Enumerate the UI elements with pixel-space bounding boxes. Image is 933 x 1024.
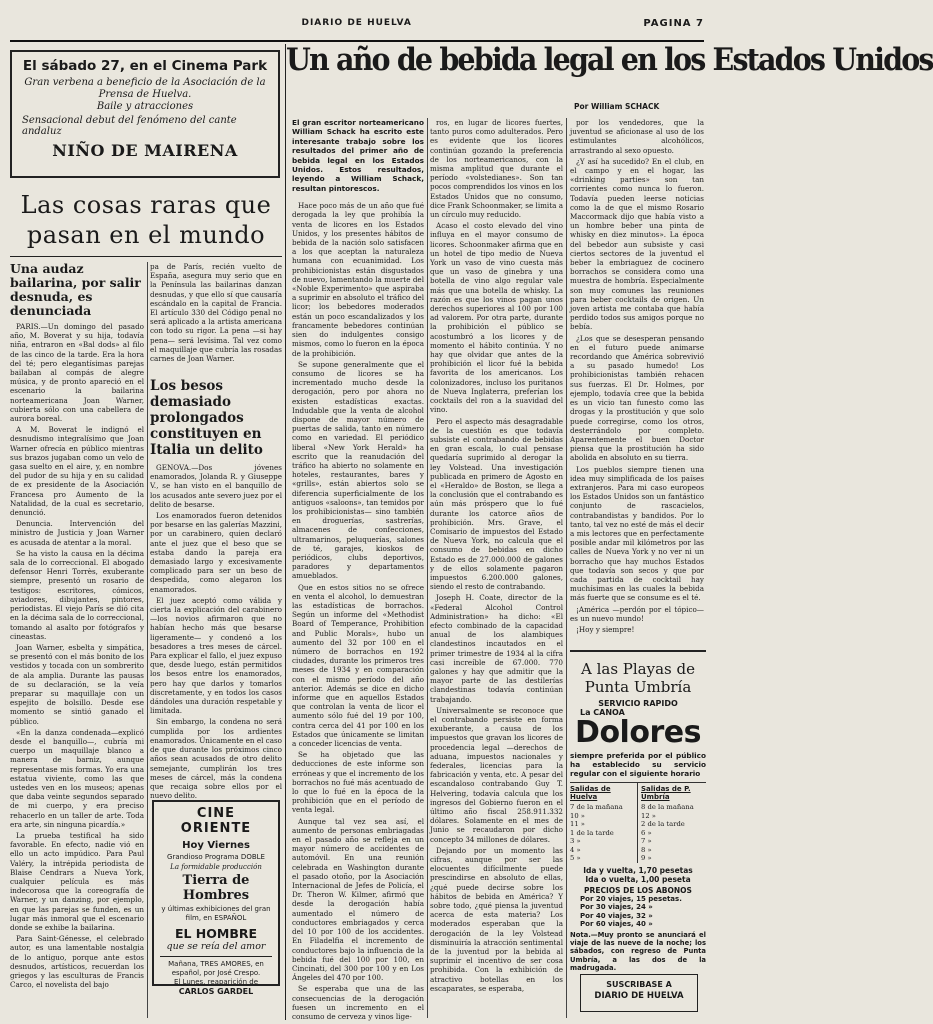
main-article-title: Un año de bebida legal en los Estados Unidos [286, 42, 933, 78]
article-besos-title: Los besos demasiado prolongados constituyen en Italia un delito [150, 378, 263, 458]
cinema-park-artist: NIÑO DE MAIRENA [52, 141, 238, 160]
main-article-col-3 [570, 118, 704, 638]
main-article-col-1 [292, 118, 424, 1021]
cinema-park-debut: Sensacional debut del fenómeno del cante andaluz [22, 115, 237, 137]
page-number: PAGINA 7 [643, 17, 704, 29]
dolores-desc: siempre preferida por el público ha establecido su servicio regular con el siguiente horario [570, 751, 706, 778]
dolores-abonos-list: Por 20 viajes, 15 pesetas. Por 30 viajes, 24 » Por 40 viajes, 32 » Por 60 viajes, 40 » [580, 894, 682, 928]
subscribe-box [580, 974, 698, 1012]
dolores-line1: A las Playas de [580, 660, 695, 678]
article-bailarina [10, 262, 144, 1018]
dolores-nota: Nota.—Muy pronto se anunciará el viaje de las nueve de la noche; los sábados, con regreso de Punta Umbría, a las dos de la madrugada. [570, 930, 706, 973]
dolores-fare-roundtrip: Ida y vuelta, 1,70 pesetas [583, 865, 693, 875]
newspaper-name: DIARIO DE HUELVA [301, 18, 412, 28]
page-header [10, 6, 704, 42]
cinema-park-verbena: Gran verbena a beneficio de la Asociación de la Prensa de Huelva. [24, 77, 266, 100]
subscribe-line2: DIARIO DE HUELVA [594, 991, 684, 1001]
cine-oriente-name: CINE ORIENTE [180, 806, 252, 836]
cine-oriente-star: CARLOS GARDEL [178, 987, 254, 996]
dolores-schedule [570, 782, 706, 863]
main-article-col-2-body: ros, en lugar de licores fuertes, tanto puros como adulterados. Pero es evidente que los licores continúan gozando la preferencia de los norteamericanos, con la misma amplitud que durante el período «volstedianes». Son tan pocos comprendidos los vinos en los Estados Unidos que no consumo, dice Frank Schoonmaker, se limita a un círculo muy reducido. Acaso el costo elevado del vino influya en el mayor consumo de licores. Schoonmaker afirma que en un hotel de tipo medio de Nueva York un vaso de vino cuesta más que un vaso de ginebra y una botella de vino algo regular vale más que una botella de whisky. La razón es que los vinos pagan unos derechos superiores al 100 por 100 ad valorem. Por otra parte, durante la prohibición el público se acostumbró a los licores y de momento el hábito continúa. Y no hay que olvidar que antes de la prohibición el licor fué la bebida favorita de los americanos. Los colonizadores, incluso los puritanos de Nueva Inglaterra, preferían los cocktails del ron a la suavidad del vino. Pero el aspecto más desagradable de la cuestión es que todavía subsiste el contrabando de bebidas en gran escala, lo cual pensase quedaría suprimido al derogar la ley Volstead. Una investigación publicada en primero de Agosto en el «Heraldo» de Boston, se llega a la conclusión que el contrabando es aún más próspero que lo fué durante los catorce años de prohibición. Mrs. Grave, el Comisario de impuestos del Estado de Nueva York, no calcula que el consumo de bebidas en dicho Estado es de 27.000.000 de galones y de ellos solamente pagaron impuestos 6.200.000 galones, siendo el resto de contrabando. Joseph H. Coate, director de la «Federal Alcohol Control Administration» ha dicho: «El efecto combinado de la capacidad anual de los alambiques clandestinos incautados en el primer trimestre de 1934 al la cifra casi increíble de 67.000. 770 galones y hay que admitir que la mayor parte de las destilerías clandestinas todavía continúan trabajando. Universalmente se reconoce que el contrabando persiste en forma exuberante, a causa de los impuestos que gravan los licores de procedencia legal —derechos de aduana, impuestos nacionales y federales, licencias para la fabricación y venta, etc. A pesar del escandaloso contrabando Guy T. Helvering, todavía calcula que los ingresos del Gobierno fueron en el último año fiscal 258.911.332 dólares. Solamente en el mes de Junio se recaudaron por dicho concepto 34 millones de dólares. Dejando por un momento las cifras, aunque por ser las elocuentes difícilmente puede prescindirse en absoluto de ellas, ¿qué puede decirse sobre los hábitos de bebida en América? Y sobre todo, ¿qué piensa la juventud acerca de esta materia? Los moderados esperaban que la derogación de la ley Volstead disminuiría la atracción sentimental de la juventud por la bebida al suprimir el incentivo de ser cosa prohibida. Con la exhibición de atractivo botellas en los escaparates, se esperaba, [430, 118, 563, 993]
cinema-park-date: El sábado 27, en el Cinema Park [22, 58, 268, 74]
cine-oriente-film2: EL HOMBRE [174, 926, 258, 941]
article-besos-body: GENOVA.—Dos jóvenes enamorados, Jolanda R. y Giuseppe V., se han visto en el banquillo de los acusados ante severo juez por el delito de besarse. Los enamorados fueron detenidos por besarse en las galerías Mazzini, por un carabinero, quien declaró ante el juez que el beso que se estaba dando la pareja era demasiado largo y excesivamente complicado para ser un beso de despedida, como alegaron los enamorados. El juez aceptó como válida y cierta la explicación del carabinero —los novios afirmaron que no habían hecho más que besarse ligeramente— y condenó a los besadores a tres meses de cárcel. Para explicar el fallo, el juez expuso que, desde luego, están permitidos los besos entre los enamorados, pero hay que darlos y tomarlos discretamente, y en todos los casos dándoles una duración respetable y limitada. Sin embargo, la condena no será cumplida por los ardientes enamorados. Únicamente en el caso de que durante los próximos cinco años sean acusados de otro delito semejante, cumplirán los tres meses de cárcel, más la condena que recaiga sobre ellos por el nuevo delito. [150, 463, 282, 801]
cinema-park-ad [10, 50, 280, 178]
dolores-service: SERVICIO RAPIDO [598, 699, 678, 708]
cine-oriente-production: La formidable producción [170, 863, 262, 871]
cine-oriente-day: Hoy Viernes [182, 840, 250, 851]
dolores-ad [570, 650, 706, 973]
cinema-park-baile: Baile y atracciones [96, 101, 194, 112]
cine-oriente-coming: El Lunes, reaparición de [173, 978, 258, 986]
cine-oriente-ad [152, 800, 280, 996]
main-article-byline: Por William SCHACK [574, 102, 660, 111]
main-article-col-3-body: por los vendedores, que la juventud se aficionase al uso de los estimulantes alcohólicos, arrastrando al sexo opuesto. ¿Y así ha sucedido? En el club, en el campo y en el hogar, las «drinking parties» son tan corrientes como nunca lo fueron. Todavía pueden leerse noticias como la de que el mismo Rosario Maccormack dijo que había visto a un hombre beber una pinta de whisky en diez minutos». La época del bebedor aun subsiste y casi ciertos sectores de la juventud el beber la embriaguez de cocinero borrachos se considera como una muestra de hombría. Especialmente son muy comunes las reuniones para beber cocktails de origen. Un joven artista me contaba que había perdido todos sus amigos porque no bebía. ¿Los que se desesperan pensando en el futuro puede animarse recordando que América sobrevivió a su pasado humedo! Los prohibicionistas también rehacen sus fuerzas. El Dr. Holmes, por ejemplo, todavía cree que la bebida es un vicio tan funesto como las drogas y la prostitución y que solo puede corregirse, como los otros, desterrándolo por completo. Aparentemente el buen Doctor piensa que la prostitución ha sido abolida en absoluto en su tierra. Los pueblos siempre tienen una idea muy simplificada de los países extranjeros. Para mi caso europeos los Estados Unidos son un fantástico conjunto de rascacielos, contrabandistas y bandidos. Por lo tanto, tal vez no esté de más el decir a mis lectores que en perfectamente posible andar mil kilómetros por las calles de Nueva York y no ver ni un borracho que hay muchos Estados que todavía son secos y que por cada partida de cocktail hay muchísimas en las cuales la bebida más fuerte que se consume es el té. ¡América —perdón por el tópico— es un nuevo mundo! ¡Hoy y siempre! [570, 118, 705, 634]
dolores-boat-prefix: La CANOA [580, 708, 625, 717]
cine-oriente-program: Grandioso Programa DOBLE [167, 853, 265, 861]
dolores-line2: Punta Umbría [584, 678, 692, 696]
schedule-huelva-list: 7 de la mañana 10 » 11 » 1 de la tarde 3 » 4 » 5 » [570, 803, 623, 862]
section-title: Las cosas raras que pasan en el mundo [20, 191, 272, 249]
cine-oriente-film1: Tierra de Hombres [182, 873, 250, 903]
subscribe-line1: SUSCRIBASE A [606, 980, 672, 989]
main-article-col-1-body: Hace poco más de un año que fué derogada la ley que prohibía la venta de licores en los Estados Unidos, y los presentes hábitos de bebida de la nación solo satisfacen a los que aceptan la naturaleza humana con ecuanimidad. Los prohibicionistas están disgustados de nuevo, lamentando la muerte del «Noble Experimento» que aspiraba a suprimir en absoluto el tráfico del licor; los bebedores moderados están un poco escandalizados y los francamente bebedores continúan sien do indulgentes consigo mismos, como lo fueron en la época de la prohibición. Se supone generalmente que el consumo de licores se ha incrementado mucho desde la derogación, pero por ahora no existen estadísticas exactas. Indudable que la venta de alcohol dispone de mayor número de puertas de salida, tanto en número como en variedad. El periódico liberal «New York Herald» ha escrito que la reanudación del tráfico ha abierto no solamente en hoteles, restaurantes, bares y «grills», están abiertos solo se diferencia superficialmente de los antiguos «saloons», tan temidos por los prohibicionistas— sino también en droguerías, sastrerías, almacenes de confecciones, ultramarinos, peluquerías, salones de té, garajes, kioskos de periódicos, clubs deportivos, paradores y departamentos amueblados. Que en estos sitios no se ofrece en venta el alcohol, lo demuestran las estadísticas de borrachos. Según un informe del «Methodist Board of Temperance, Prohibition and Public Morals», hubo un aumento del 32 por 100 en el número de borrachos en 192 ciudades, durante los primeros tres meses de 1934 y en comparación con el mismo período del año anterior. Además se dice en dicho informe que en aquellos Estados que controlan la venta de licor el aumento sólo fué del 19 por 100, contra cerca del 41 por 100 en los Estados que únicamente se limitan a conceder licencias de venta. Se ha objetado que las deducciones de este informe son erróneas y que el incremento de los borrachos no fué más acentuado de lo que lo fué en la época de la prohibición que en el período de venta legal. Aunque tal vez sea así, el aumento de personas embriagadas en el pasado año se refleja en un mayor número de accidentes de automóvil. En una reunión celebrada en Washington durante el pasado otoño, por la Asociación Internacional de Jefes de Policía, el Dr. Theron W. Kilmer, afirmó que desde la derogación había aumentado el número de conductores embriagados y cerca del 10 por 100 de los accidentes. En Filadelfia el incremento de conductores bajo la influencia de la bebida fué del 100 por 100, en Cincinati, del 300 por 100 y en Los Ángeles del 470 por 100. Se esperaba que una de las consecuencias de la derogación fuesen un incremento en el consumo de cerveza y vinos lige- [292, 201, 424, 1021]
cine-oriente-tagline: que se reía del amor [166, 941, 266, 952]
dolores-boat-name: Dolores [575, 715, 701, 750]
main-article-intro: El gran escritor norteamericano William Schack ha escrito este interesante trabajo sobre los resultados del primer año de bebida legal en los Estados Unidos. Estos resultados, leyendo a William Schack, resultan pintorescos. [292, 118, 424, 193]
dolores-fare-single: Ida o vuelta, 1,00 peseta [585, 874, 691, 884]
article-bailarina-title: Una audaz bailarina, por salir desnuda, es denunciada [10, 261, 141, 318]
article-bailarina-body: PARIS.—Un domingo del pasado año, M. Boverat y su hija, todavía niña, entraron en «Bal dods» al filo de las cinco de la tarde. Era la hora del té; pero elegantísimas parejas bailaban al compás de alegre música, y de pronto apareció en el escenario la bailarina norteamericana Joan Warner, cubierta sólo con una cabellera de aurora boreal. A M. Boverat le indignó el desnudismo integralísimo que Joan Warner ofrecía en público mientras sus brazos jugaban como un velo de gasa suelto en el aire, y, en nombre del pudor de su hija y en su calidad de ex presidente de la Asociación Francesa pro Aumento de la Natalidad, de la cual es secretario, denunció. Denuncia. Intervención del ministro de Justicia y Joan Warner es acusada de atentar a la moral. Se ha visto la causa en la décima sala de lo correccional. El abogado defensor Henri Torrès, exuberante siempre, presentó un rosario de testigos: escritores, cómicos, aviadores, dibujantes, pintores, periodistas. El viejo París se dió cita en la décima sala de lo correccional, tomando al asalto por fotógrafos y cineastas. Joan Warner, esbelta y simpática, se presentó con el más bonito de los vestidos y tocada con un sombrerito de ala amplia. Durante las pausas de su declaración, se la veía preparar su maquillaje con un espejito de bolsillo. Desde ese momento se sintió ganado el público. «En la danza condenada—explicó desde el banquillo—, cubría mi cuerpo un maquillaje blanco a manera de barniz, aunque representase mis formas. Yo era una estatua viviente, como las que ustedes ven en los museos; apenas que daba veinte segundos separado de mi cuerpo, y era preciso rehacerlo en un taller de arte. Toda era arte, sin ninguna picardía.» La prueba testifical ha sido favorable. En efecto, nadie vió en ello un acto impúdico. Para Paul Valéry, la intrépida periodista de Blaise Cendrars a Nueva York, cualquier película es más indecorosa que la coreografía de Warner, y un danzing, por ejemplo, en que las parejas se funden, es un lugar más inmoral que el escenario donde se exhibe la bailarina. Para Saint-Génesse, el celebrado autor, es una lamentable nostalgia de lo antiguo, porque ante estos desnudos, artísticos, recuerdan los griegos y las esculturas de Francis Carco, el novelista del bajo [10, 322, 144, 990]
article-bailarina-continuation: pa de París, recién vuelto de España, asegura muy serio que en la Península las bailarinas danzan desnudas, y que ello sí que causaría escándalo en la capital de Francia. El artículo 330 del Código penal no será aplicado a la artista americana con todo su rigor. La pena —si hay pena— será levísima. Tal vez como el maquillaje que cubría las rosadas carnes de Joan Warner. [150, 262, 282, 364]
cine-oriente-last: y últimas exhibiciones del gran film, en ESPAÑOL [161, 905, 271, 922]
dolores-abonos-title: PRECIOS DE LOS ABONOS [584, 885, 692, 895]
cine-oriente-tomorrow: Mañana, TRES AMORES, en español, por José Crespo. [168, 960, 264, 977]
article-column-2 [150, 262, 282, 801]
schedule-head-umbria: Salidas de P. Umbría [641, 785, 691, 801]
schedule-umbria-list: 8 de la mañana 12 » 2 de la tarde 6 » 7 » 8 » 9 » [641, 803, 694, 862]
schedule-head-huelva: Salidas de Huelva [570, 785, 611, 801]
main-article-col-2 [430, 118, 563, 1018]
